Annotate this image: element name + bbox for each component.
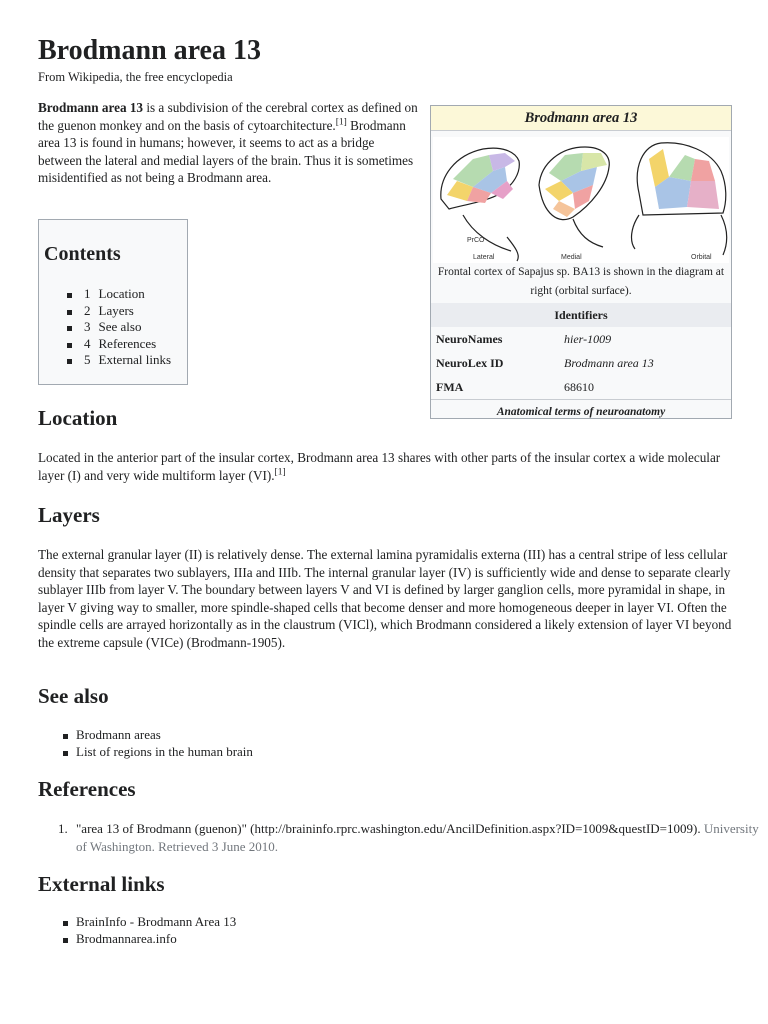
orbital-brain-diagram <box>632 143 727 261</box>
see-also-item[interactable] <box>38 744 732 761</box>
toc-item-label[interactable]: Location <box>98 286 145 301</box>
intro-text-1: is a subdivision of the cerebral cortex as defined on the guenon monkey and on the basis of cytoarchitecture. <box>38 100 418 133</box>
infobox-row-value[interactable]: Brodmann area 13 <box>564 356 654 370</box>
toc-item-label[interactable]: References <box>98 335 157 351</box>
toc-item[interactable] <box>67 352 187 369</box>
intro-paragraph <box>38 99 420 187</box>
section-heading-references: References <box>38 777 136 801</box>
location-ref-link[interactable]: [1] <box>274 467 286 478</box>
layers-paragraph: The external granular layer (II) is relatively dense. The external lamina pyramidalis externa (III) has a central stripe of less cellular density that separates two sublayers, IIIa and IIIb. The internal granular layer (IV) is sufficiently wide and dense to separate clearly sublayer IIIb from layer V. The boundary between layers V and VI is defined by larger ganglion cells, more pyramidal in shape, in layer V giving way to smaller, more spindle-shaped cells that become denser and more homogeneous deeper in layer VI. Often the spindle cells are arrayed horizontally as in the claustrum (VICl), which Brodmann considered a likely extension of layer VI beyond the extreme capsule (VICe) (Brodmann-1905). <box>38 547 732 650</box>
external-link-item[interactable] <box>38 914 732 931</box>
section-heading-external-links: External links <box>38 872 165 896</box>
infobox <box>430 105 732 419</box>
external-link[interactable]: BrainInfo - Brodmann Area 13 <box>76 914 237 929</box>
infobox-row-key[interactable]: NeuroLex ID <box>436 356 504 370</box>
prco-label: PrCO <box>467 237 485 244</box>
table-of-contents <box>38 219 188 385</box>
section-heading-see-also: See also <box>38 684 109 708</box>
infobox-row-neurolex <box>431 351 731 375</box>
lateral-label: Lateral <box>473 254 495 261</box>
infobox-row-fma <box>431 375 731 399</box>
brain-diagram-svg <box>433 137 731 263</box>
lateral-brain-diagram <box>441 148 519 261</box>
intro-text-2: Brodmann area 13 is found in humans; however, it seems to act as a bridge between the lateral and medial layers of the brain. Thus it is sometimes misidentified as not being a Brodmann area. <box>38 117 414 185</box>
medial-label: Medial <box>561 254 582 261</box>
reference-item <box>38 820 768 855</box>
infobox-footer-link[interactable]: Anatomical terms of neuroanatomy <box>431 399 731 424</box>
brain-diagram-image[interactable] <box>433 137 729 263</box>
see-also-link[interactable]: Brodmann areas <box>76 727 161 742</box>
toc-item-label[interactable]: See also <box>98 319 142 334</box>
external-links-list <box>38 914 732 947</box>
location-text: Located in the anterior part of the insular cortex, Brodmann area 13 shares with other parts of the insular cortex a wide molecular layer (I) and very wide multiform layer (VI). <box>38 450 721 483</box>
see-also-list <box>38 727 732 760</box>
infobox-row-value[interactable]: hier-1009 <box>564 332 612 346</box>
toc-item-number: 1 <box>84 286 91 301</box>
infobox-row-key[interactable]: NeuroNames <box>436 332 503 346</box>
toc-item-number: 4 <box>84 335 91 351</box>
section-heading-layers: Layers <box>38 503 100 527</box>
see-also-item[interactable] <box>38 727 732 744</box>
toc-item[interactable] <box>67 286 187 303</box>
see-also-link[interactable]: List of regions in the human brain <box>76 743 253 759</box>
toc-item[interactable] <box>67 319 187 336</box>
toc-item-number: 5 <box>84 352 91 367</box>
infobox-row-value[interactable]: 68610 <box>564 380 594 394</box>
orbital-label: Orbital <box>691 254 712 261</box>
toc-item[interactable] <box>67 303 187 320</box>
section-heading-location: Location <box>38 406 118 430</box>
infobox-title: Brodmann area 13 <box>431 106 731 131</box>
reference-number: 1. <box>58 821 68 836</box>
toc-item-label[interactable]: Layers <box>98 302 134 318</box>
page-title: Brodmann area 13 <box>38 35 261 66</box>
intro-bold-term: Brodmann area 13 <box>38 100 144 115</box>
location-paragraph <box>38 449 732 484</box>
toc-title: Contents <box>44 243 121 265</box>
toc-item[interactable] <box>67 336 187 353</box>
identifiers-header: Identifiers <box>431 303 731 327</box>
page-subtitle: From Wikipedia, the free encyclopedia <box>38 70 233 84</box>
external-link-item[interactable] <box>38 931 732 948</box>
infobox-row-neuronames <box>431 327 731 351</box>
reference-link[interactable]: "area 13 of Brodmann (guenon)" (http://braininfo.rprc.washington.edu/AncilDefinition.aspx?ID=1009&questID=1009). <box>76 821 701 836</box>
external-link[interactable]: Brodmannarea.info <box>76 930 177 946</box>
intro-ref-link[interactable]: [1] <box>335 117 347 128</box>
medial-brain-diagram <box>539 147 609 261</box>
infobox-caption: Frontal cortex of Sapajus sp. BA13 is shown in the diagram at right (orbital surface). <box>437 266 725 297</box>
reference-source: University of Washington. Retrieved 3 June 2010. <box>76 821 759 854</box>
toc-item-number: 3 <box>84 319 91 334</box>
toc-list <box>67 286 187 369</box>
toc-item-label[interactable]: External links <box>98 352 172 367</box>
toc-item-number: 2 <box>84 302 91 318</box>
infobox-row-key[interactable]: FMA <box>436 380 464 394</box>
